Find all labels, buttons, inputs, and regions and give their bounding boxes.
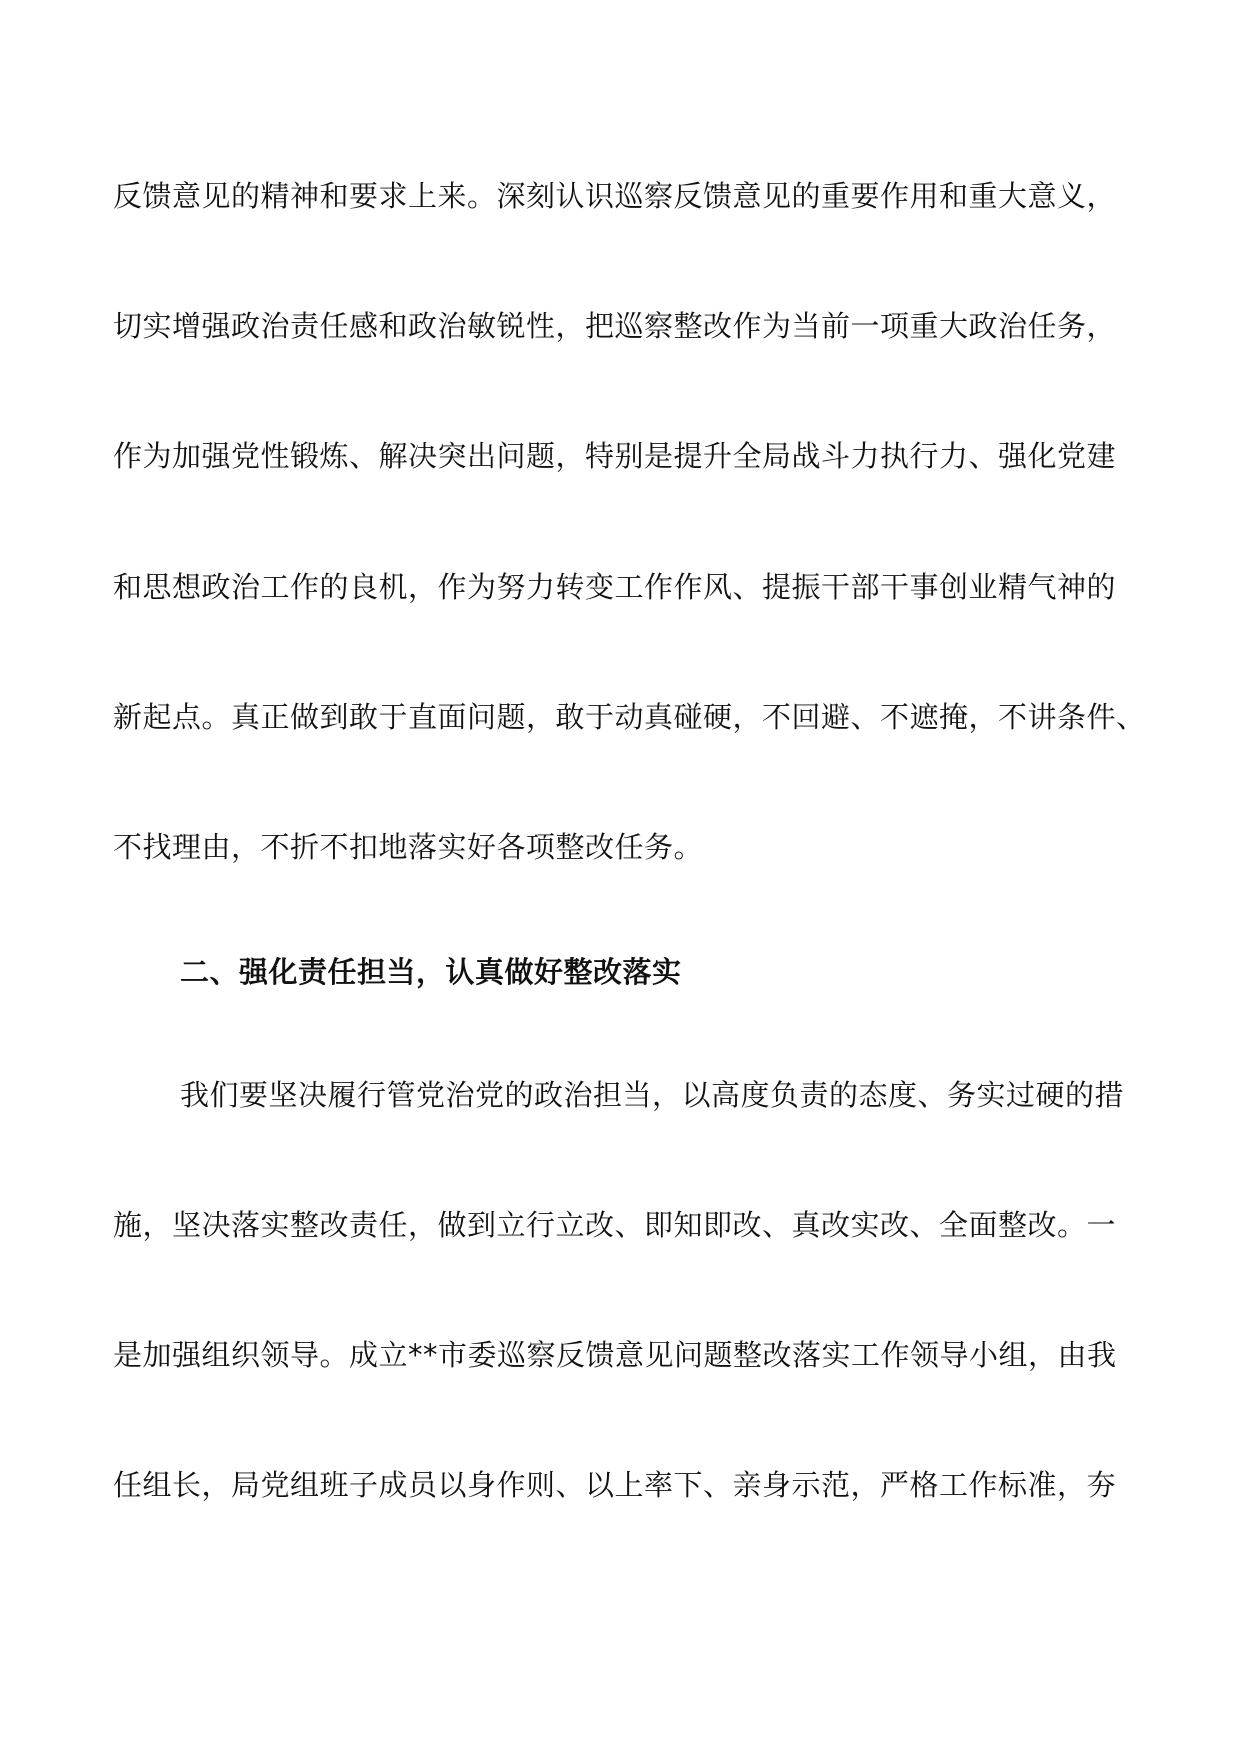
paragraph-line: 新起点。真正做到敢于直面问题，敢于动真碰硬，不回避、不遮掩，不讲条件、 — [113, 700, 1146, 734]
paragraph-line: 任组长，局党组班子成员以身作则、以上率下、亲身示范，严格工作标准，夯 — [113, 1468, 1117, 1502]
paragraph-line: 是加强组织领导。成立**市委巡察反馈意见问题整改落实工作领导小组，由我 — [113, 1338, 1117, 1372]
paragraph-line: 施，坚决落实整改责任，做到立行立改、即知即改、真改实改、全面整改。一 — [113, 1208, 1117, 1242]
paragraph-line: 不找理由，不折不扣地落实好各项整改任务。 — [113, 830, 704, 864]
paragraph-line: 切实增强政治责任感和政治敏锐性，把巡察整改作为当前一项重大政治任务， — [113, 309, 1117, 343]
section-heading: 二、强化责任担当，认真做好整改落实 — [180, 955, 682, 989]
paragraph-line: 和思想政治工作的良机，作为努力转变工作作风、提振干部干事创业精气神的 — [113, 570, 1117, 604]
paragraph-line: 作为加强党性锻炼、解决突出问题，特别是提升全局战斗力执行力、强化党建 — [113, 439, 1117, 473]
paragraph-line: 反馈意见的精神和要求上来。深刻认识巡察反馈意见的重要作用和重大意义， — [113, 179, 1117, 213]
paragraph-line: 我们要坚决履行管党治党的政治担当，以高度负责的态度、务实过硬的措 — [180, 1078, 1125, 1112]
